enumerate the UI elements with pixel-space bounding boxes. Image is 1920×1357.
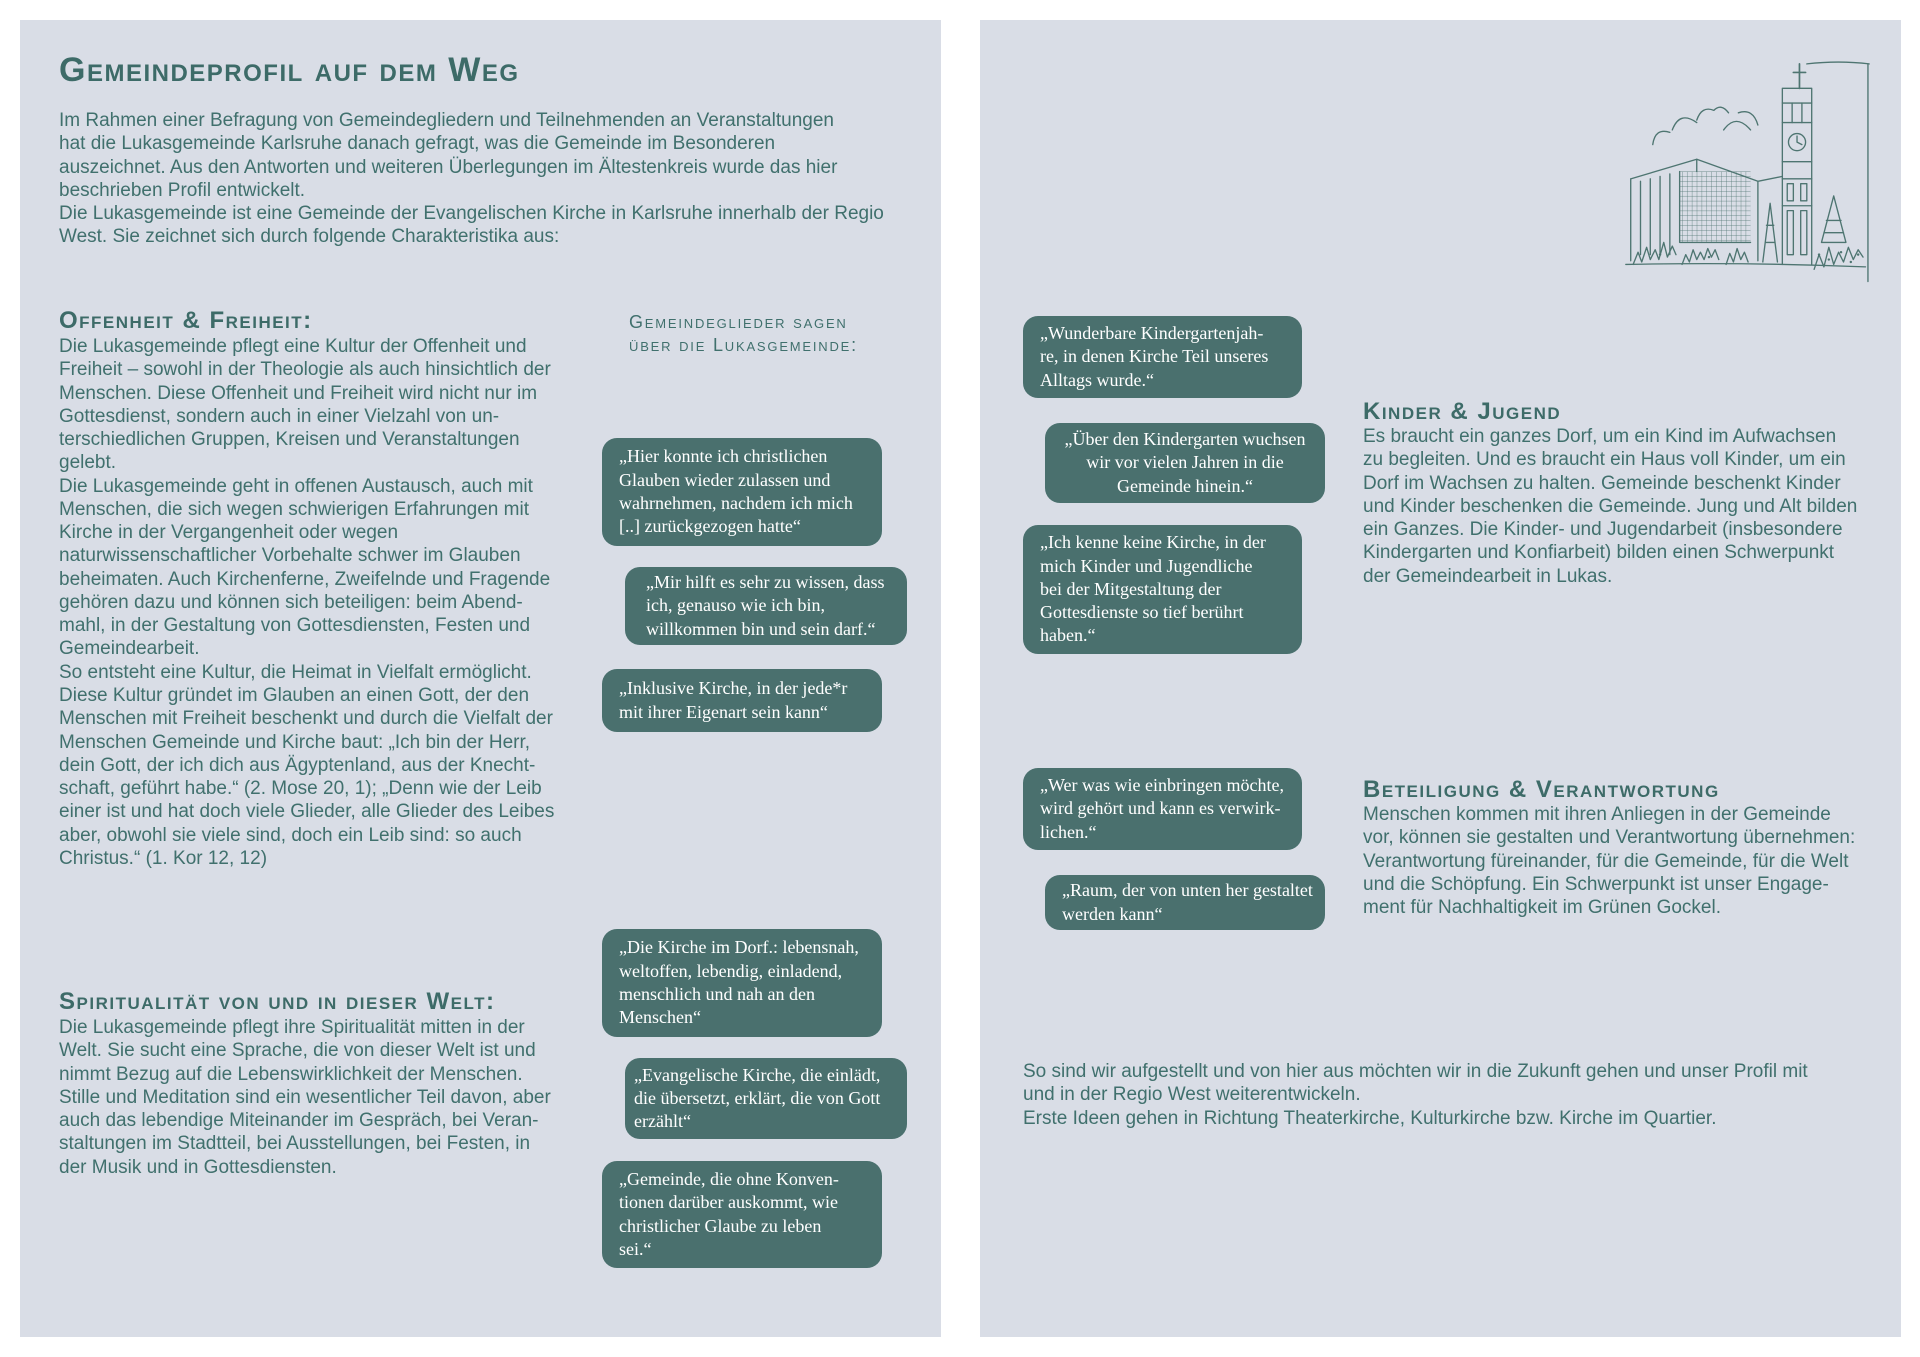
quote-bubble <box>1023 316 1302 398</box>
right-page <box>980 20 1901 1337</box>
church-tower <box>1782 88 1811 264</box>
quote-text: „Ich kenne keine Kirche, in der mich Kinder und Jugendliche bei der Mitgestaltung der Gottesdienste so tief berührt haben.“ <box>1040 532 1266 646</box>
page-title: Gemeindeprofil auf dem Weg <box>59 51 520 89</box>
quote-bubble <box>602 929 882 1037</box>
quote-bubble <box>602 438 882 546</box>
quote-text: „Wunderbare Kindergartenjah- re, in denen Kirche Teil unseres Alltags wurde.“ <box>1040 323 1269 390</box>
section-heading-spiritualitaet: Spiritualität von und in dieser Welt: <box>59 988 496 1015</box>
quote-text: „Hier konnte ich christlichen Glauben wieder zulassen und wahrnehmen, nachdem ich mich [..] zurückgezogen hatte“ <box>619 446 853 537</box>
quote-bubble <box>1045 875 1325 930</box>
quote-text: „Evangelische Kirche, die einlädt, die übersetzt, erklärt, die von Gott erzählt“ <box>634 1064 881 1132</box>
quote-bubble <box>625 567 907 645</box>
ground-line <box>1626 264 1866 267</box>
intro-paragraph: Im Rahmen einer Befragung von Gemeindegliedern und Teilnehmenden an Veranstaltungen hat die Lukasgemeinde Karlsruhe danach gefragt, was die Gemeinde im Besonderen auszeichnet. Aus den Antworten und weiteren Überlegungen im Ältestenkreis wurde das hier beschrieben Profil entwickelt. Die Lukasgemeinde ist eine Gemeinde der Evangelischen Kirche in Karlsruhe innerhalb der Regio West. Sie zeichnet sich durch folgende Charakteristika aus: <box>59 110 884 248</box>
frame-lines <box>1807 62 1869 281</box>
quote-text: „Inklusive Kirche, in der jede*r mit ihrer Eigenart sein kann“ <box>619 678 848 722</box>
clock-icon <box>1788 134 1805 151</box>
quote-bubble <box>1023 768 1302 850</box>
section-body-offenheit: Die Lukasgemeinde pflegt eine Kultur der Offenheit und Freiheit – sowohl in der Theologie als auch hinsichtlich der Menschen. Diese Offenheit und Freiheit wird nicht nur im Gottesdienst, sondern auch in einer Vielzahl von un- terschiedlichen Gruppen, Kreisen und Veranstaltungen gelebt. Die Lukasgemeinde geht in offenen Austausch, auch mit Menschen, die sich wegen schwierigen Erfahrungen mit Kirche in der Vergangenheit oder wegen naturwissenschaftlicher Vorbehalte schwer im Glauben beheimaten. Auch Kirchenferne, Zweifelnde und Fragende gehören dazu und können sich beteiligen: beim Abend- mahl, in der Gestaltung von Gottesdiensten, Festen und Gemeindearbeit. So entsteht eine Kultur, die Heimat in Vielfalt ermöglicht. Diese Kultur gründet im Glauben an einen Gott, der den Menschen mit Freiheit beschenkt und durch die Vielfalt der Menschen Gemeinde und Kirche baut: „Ich bin der Herr, dein Gott, der ich dich aus Ägyptenland, aus der Knecht- schaft, geführt habe.“ (2. Mose 20, 1); „Denn wie der Leib einer ist und hat doch viele Glieder, alle Glieder des Leibes aber, obwohl sie viele sind, doch ein Leib sind: so auch Christus.“ (1. Kor 12, 12) <box>59 336 555 869</box>
quote-bubble <box>625 1058 907 1139</box>
section-body-beteiligung: Menschen kommen mit ihren Anliegen in der Gemeinde vor, können sie gestalten und Verantwortung übernehmen: Verantwortung füreinander, für die Gemeinde, für die Welt und die Schöpfung. Ein Schwerpunkt ist unser Engage- ment für Nachhaltigkeit im Grünen Gockel. <box>1363 804 1856 919</box>
quotes-heading: Gemeindeglieder sagen über die Lukasgemeinde: <box>629 312 858 356</box>
quote-bubble <box>1023 525 1302 654</box>
left-page <box>20 20 941 1337</box>
quote-bubble <box>602 669 882 732</box>
section-body-kinder-jugend: Es braucht ein ganzes Dorf, um ein Kind im Aufwachsen zu begleiten. Und es braucht ein Haus voll Kinder, um ein Dorf im Wachsen zu halten. Gemeinde beschenkt Kinder und Kinder beschenken die Gemeinde. Jung und Alt bilden ein Ganzes. Die Kinder- und Jugendarbeit (insbesondere Kindergarten und Konfiarbeit) bilden einen Schwerpunkt der Gemeindearbeit in Lukas. <box>1363 426 1858 587</box>
cross-icon <box>1793 64 1805 88</box>
church-building <box>1631 159 1783 260</box>
quote-text: „Mir hilft es sehr zu wissen, dass ich, genauso wie ich bin, willkommen bin und sein darf.“ <box>646 572 885 639</box>
clouds <box>1653 107 1758 144</box>
closing-paragraph: So sind wir aufgestellt und von hier aus möchten wir in die Zukunft gehen und unser Profil mit und in der Regio West weiterentwickeln. Erste Ideen gehen in Richtung Theaterkirche, Kulturkirche bzw. Kirche im Quartier. <box>1023 1061 1808 1129</box>
quote-text: „Wer was wie einbringen möchte, wird gehört und kann es verwirk- lichen.“ <box>1040 775 1284 842</box>
section-heading-kinder-jugend: Kinder & Jugend <box>1363 398 1562 425</box>
section-heading-offenheit: Offenheit & Freiheit: <box>59 307 313 334</box>
church-illustration <box>1623 59 1872 284</box>
section-body-spiritualitaet: Die Lukasgemeinde pflegt ihre Spiritualität mitten in der Welt. Sie sucht eine Sprache, die von dieser Welt ist und nimmt Bezug auf die Lebenswirklichkeit der Menschen. Stille und Meditation sind ein wesentlicher Teil davon, aber auch das lebendige Miteinander im Gespräch, bei Veran- staltungen im Stadtteil, bei Ausstellungen, bei Festen, in der Musik und in Gottesdiensten. <box>59 1017 551 1178</box>
quote-text: „Die Kirche im Dorf.: lebensnah, weltoffen, lebendig, einladend, menschlich und nah an den Menschen“ <box>619 937 859 1028</box>
quote-text: „Gemeinde, die ohne Konven- tionen darüber auskommt, wie christlicher Glaube zu leben sei.“ <box>619 1168 839 1259</box>
quote-text: „Über den Kindergarten wuchsen wir vor vielen Jahren in die Gemeinde hinein.“ <box>1064 429 1306 496</box>
quote-text: „Raum, der von unten her gestaltet werden kann“ <box>1062 880 1313 924</box>
section-heading-beteiligung: Beteiligung & Verantwortung <box>1363 776 1720 803</box>
quote-bubble <box>1045 423 1325 503</box>
quote-bubble <box>602 1161 882 1268</box>
